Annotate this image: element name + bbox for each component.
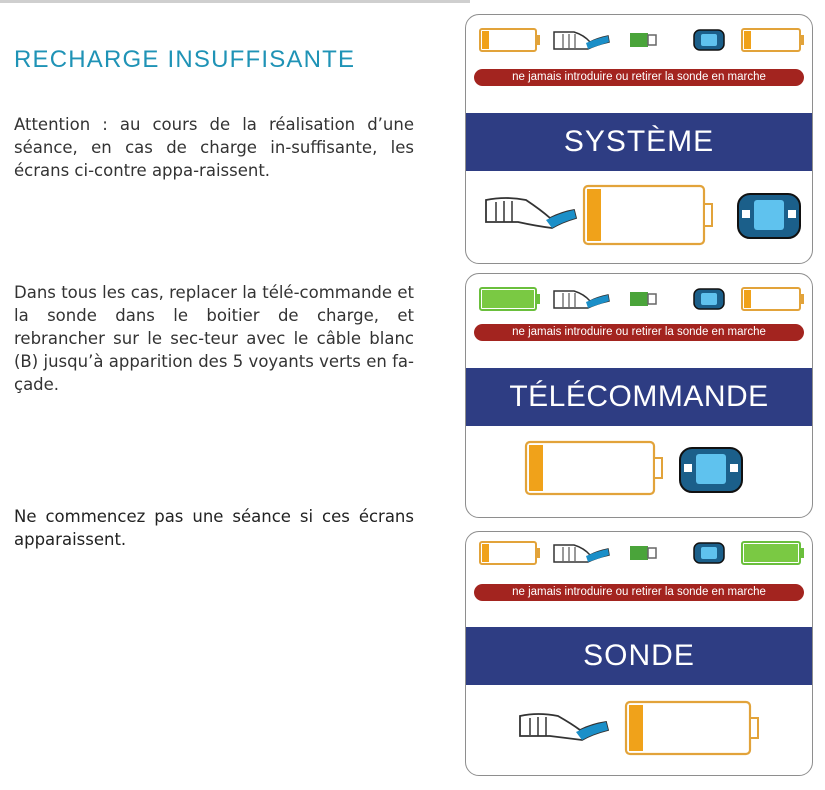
screen-title: SYSTÈME xyxy=(466,113,812,171)
status-icons xyxy=(466,532,812,582)
status-icons xyxy=(466,274,812,324)
remote-icon xyxy=(694,30,724,50)
paragraph-warning: Ne commencez pas une séance si ces écrans apparaissent. xyxy=(14,507,414,549)
remote-large-icon xyxy=(680,448,742,492)
remote-icon xyxy=(694,543,724,563)
status-icons xyxy=(466,15,812,65)
remote-large-icon xyxy=(738,194,800,238)
paragraph-instructions: Dans tous les cas, replacer la télé-commande et la sonde dans le boitier de charge, et rebrancher sur le sec-teur avec le câble blanc (B) jusqu’à apparition des 5 voyants verts en fa-çade. xyxy=(14,283,414,394)
screen-systeme xyxy=(465,14,813,264)
warning-banner: ne jamais introduire ou retirer la sonde en marche xyxy=(474,324,804,341)
system-battery-low-icon xyxy=(742,29,804,51)
remote-battery-large-icon xyxy=(526,442,662,494)
usb-plug-icon xyxy=(630,546,656,560)
big-icons-row xyxy=(466,434,812,504)
status-row xyxy=(466,532,812,582)
big-icons-row xyxy=(466,692,812,762)
probe-large-icon xyxy=(520,714,608,740)
paragraph-attention: Attention : au cours de la réalisation d’une séance, en cas de charge in-suffisante, les écrans ci-contre appa-raissent. xyxy=(14,115,414,180)
probe-battery-large-icon xyxy=(626,702,758,754)
section-heading: RECHARGE INSUFFISANTE xyxy=(14,46,356,73)
system-battery-large-icon xyxy=(584,186,712,244)
remote-battery-low-icon xyxy=(480,542,540,564)
probe-icon xyxy=(554,545,609,562)
screen-title: SONDE xyxy=(466,627,812,685)
probe-icon xyxy=(554,32,609,49)
status-row xyxy=(466,15,812,65)
system-battery-low-icon xyxy=(742,288,804,310)
probe-icon xyxy=(554,291,609,308)
probe-large-icon xyxy=(486,198,576,228)
warning-banner: ne jamais introduire ou retirer la sonde en marche xyxy=(474,69,804,86)
system-battery-full-icon xyxy=(742,542,804,564)
warning-banner: ne jamais introduire ou retirer la sonde en marche xyxy=(474,584,804,601)
remote-battery-full-icon xyxy=(480,288,540,310)
big-icons-row xyxy=(466,180,812,250)
top-rule xyxy=(0,0,470,3)
remote-battery-low-icon xyxy=(480,29,540,51)
screen-sonde xyxy=(465,531,813,776)
usb-plug-icon xyxy=(630,33,656,47)
remote-icon xyxy=(694,289,724,309)
screen-title: TÉLÉCOMMANDE xyxy=(466,368,812,426)
usb-plug-icon xyxy=(630,292,656,306)
status-row xyxy=(466,274,812,324)
screen-telecommande xyxy=(465,273,813,518)
